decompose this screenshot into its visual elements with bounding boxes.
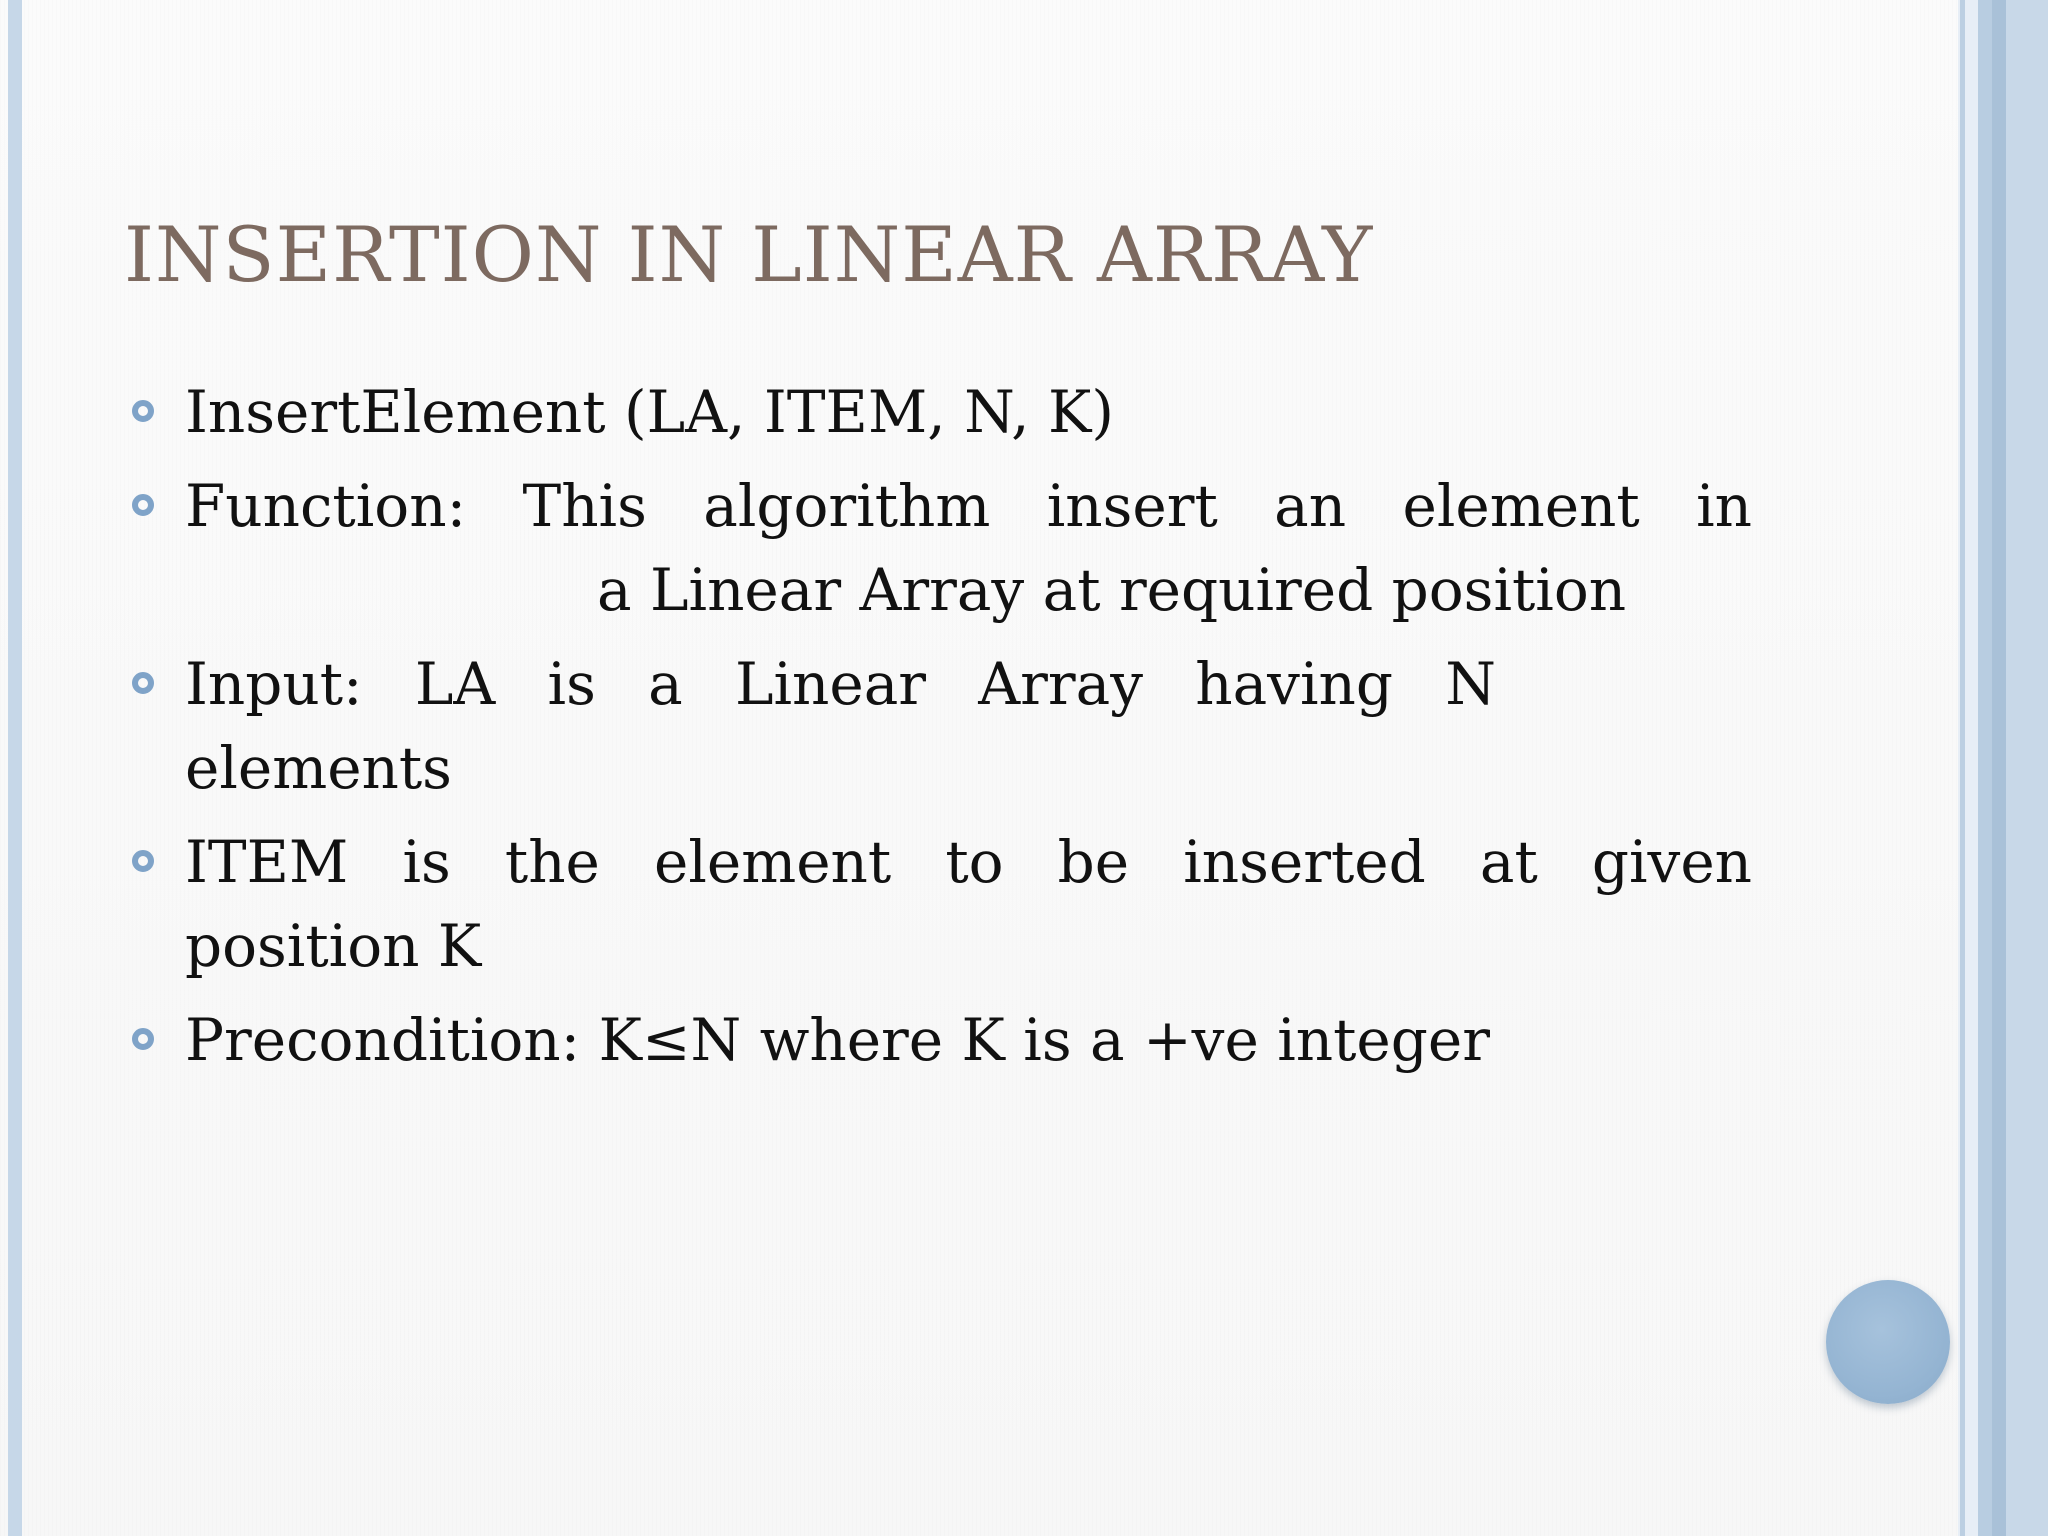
bullet-text: Input: LA is a Linear Array having N: [185, 650, 1496, 718]
right-band-line: [1960, 0, 1965, 1536]
bullet-text: ITEM is the element to be inserted at given: [185, 828, 1752, 896]
left-edge-band: [8, 0, 22, 1536]
ring-bullet-icon: [132, 400, 154, 422]
bullet-item: [132, 820, 1752, 988]
bullet-text-continuation: elements: [185, 734, 452, 802]
decorative-circle: [1826, 1280, 1950, 1404]
bullet-text: InsertElement (LA, ITEM, N, K): [185, 378, 1114, 446]
right-band-edge: [2006, 0, 2048, 1536]
bullet-item: [132, 642, 1496, 810]
bullet-item: [132, 370, 1225, 454]
bullet-item: [132, 998, 1685, 1082]
bullet-list: [132, 370, 1772, 1092]
ring-bullet-icon: [132, 672, 154, 694]
ring-bullet-icon: [132, 850, 154, 872]
slide-title: INSERTION IN LINEAR ARRAY: [124, 210, 1374, 299]
bullet-text-continuation: position K: [185, 912, 482, 980]
right-band-stripe: [1978, 0, 1992, 1536]
bullet-text: Precondition: K≤N where K is a +ve integer: [185, 1006, 1490, 1074]
bullet-text-continuation: a Linear Array at required position: [597, 556, 1627, 624]
right-band-mid: [1992, 0, 2006, 1536]
ring-bullet-icon: [132, 1028, 154, 1050]
bullet-text: Function: This algorithm insert an element in: [185, 472, 1752, 540]
ring-bullet-icon: [132, 494, 154, 516]
bullet-item: [132, 464, 1752, 632]
